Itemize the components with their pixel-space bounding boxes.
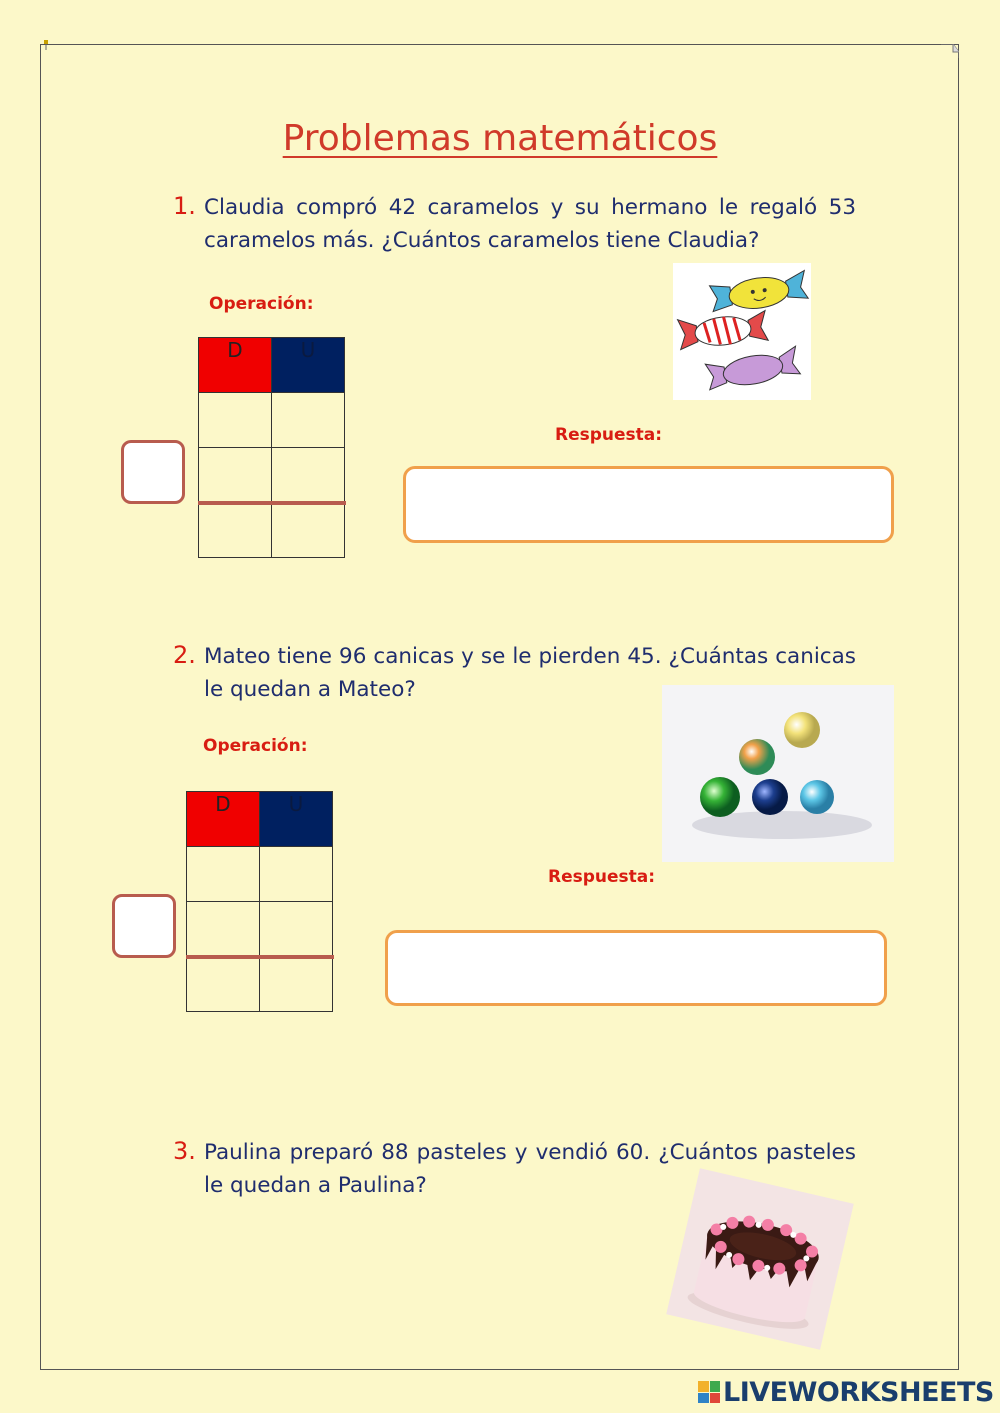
- problem-1-answer-label: Respuesta:: [555, 425, 663, 445]
- problem-1-answer-input[interactable]: [403, 466, 894, 543]
- page-corner-fold-icon: [941, 44, 959, 58]
- units-header: U: [272, 338, 345, 393]
- units-input-row1[interactable]: [272, 393, 345, 448]
- problem-2-text: Mateo tiene 96 canicas y se le pierden 45. ¿Cuántas canicas le quedan a Mateo?: [204, 644, 856, 702]
- problem-2-place-value-table: [186, 791, 333, 1012]
- tens-header: D: [187, 792, 260, 847]
- marbles-picture: [662, 685, 894, 862]
- problem-1-operation-label: Operación:: [209, 294, 314, 314]
- problem-1-number: 1.: [173, 192, 196, 220]
- worksheet-title: Problemas matemáticos: [282, 118, 718, 159]
- liveworksheets-logo: [698, 1376, 994, 1408]
- tens-input-row1[interactable]: [187, 847, 260, 902]
- tens-input-row1[interactable]: [199, 393, 272, 448]
- tens-result-input[interactable]: [187, 957, 260, 1012]
- problem-1-sum-line: [198, 501, 346, 505]
- problem-2-answer-label: Respuesta:: [548, 867, 656, 887]
- problem-1-sign-input[interactable]: [121, 440, 185, 504]
- problem-2-sum-line: [186, 955, 334, 959]
- tens-header: D: [199, 338, 272, 393]
- problem-1-text: Claudia compró 42 caramelos y su hermano le regaló 53 caramelos más. ¿Cuántos caramelos tiene Claudia?: [204, 195, 856, 253]
- problem-3-text: Paulina preparó 88 pasteles y vendió 60. ¿Cuántos pasteles le quedan a Paulina?: [204, 1140, 856, 1198]
- problem-2-number: 2.: [173, 641, 196, 669]
- units-input-row1[interactable]: [260, 847, 333, 902]
- problem-2-answer-input[interactable]: [385, 930, 887, 1006]
- problem-2-sign-input[interactable]: [112, 894, 176, 958]
- liveworksheets-logo-text: LIVEWORKSHEETS: [723, 1376, 994, 1408]
- tens-result-input[interactable]: [199, 503, 272, 558]
- units-input-row2[interactable]: [260, 902, 333, 957]
- units-header: U: [260, 792, 333, 847]
- units-input-row2[interactable]: [272, 448, 345, 503]
- liveworksheets-logo-icon: [698, 1381, 720, 1403]
- tens-input-row2[interactable]: [187, 902, 260, 957]
- units-result-input[interactable]: [272, 503, 345, 558]
- marbles-icon: [662, 685, 894, 862]
- candies-picture: [673, 263, 811, 400]
- problem-2-operation-label: Operación:: [203, 736, 308, 756]
- tens-input-row2[interactable]: [199, 448, 272, 503]
- pin-icon: [43, 40, 49, 50]
- units-result-input[interactable]: [260, 957, 333, 1012]
- problem-1-place-value-table: [198, 337, 345, 558]
- problem-3-number: 3.: [173, 1137, 196, 1165]
- candies-icon: [673, 263, 811, 400]
